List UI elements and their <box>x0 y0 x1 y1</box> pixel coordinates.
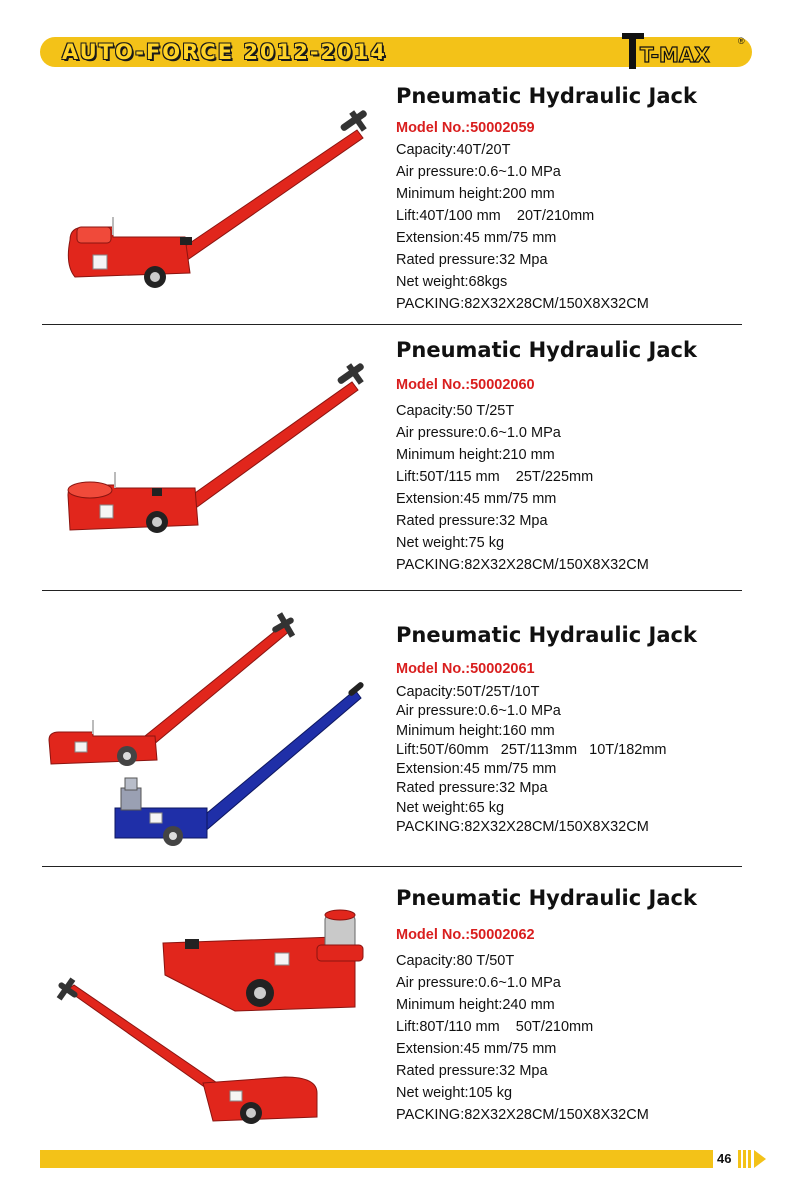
spec-minimum-height: Minimum height:210 mm <box>396 447 555 463</box>
jack-image-50002060 <box>60 360 380 545</box>
section-divider <box>42 324 742 325</box>
product-title: Pneumatic Hydraulic Jack <box>396 623 697 647</box>
section-divider <box>42 590 742 591</box>
spec-net-weight: Net weight:75 kg <box>396 535 505 551</box>
jack-image-50002062 <box>55 895 375 1135</box>
spec-minimum-height: Minimum height:200 mm <box>396 186 555 202</box>
spec-packing: PACKING:82X32X28CM/150X8X32CM <box>396 557 649 573</box>
spec-lift: Lift:80T/110 mm 50T/210mm <box>396 1019 594 1035</box>
spec-lift: Lift:50T/60mm 25T/113mm 10T/182mm <box>396 741 667 758</box>
spec-capacity: Capacity:50 T/25T <box>396 403 515 419</box>
jack-image-50002059 <box>55 105 385 300</box>
spec-extension: Extension:45 mm/75 mm <box>396 491 557 507</box>
spec-net-weight: Net weight:68kgs <box>396 274 508 290</box>
spec-lift: Lift:40T/100 mm 20T/210mm <box>396 208 595 224</box>
spec-net-weight: Net weight:65 kg <box>396 799 505 816</box>
spec-packing: PACKING:82X32X28CM/150X8X32CM <box>396 1107 649 1123</box>
model-number: Model No.:50002059 <box>396 120 535 136</box>
spec-net-weight: Net weight:105 kg <box>396 1085 513 1101</box>
spec-list <box>396 950 649 1126</box>
spec-packing: PACKING:82X32X28CM/150X8X32CM <box>396 296 649 312</box>
spec-rated-pressure: Rated pressure:32 Mpa <box>396 252 548 268</box>
product-title: Pneumatic Hydraulic Jack <box>396 338 697 362</box>
spec-air-pressure: Air pressure:0.6~1.0 MPa <box>396 703 561 720</box>
spec-capacity: Capacity:40T/20T <box>396 142 511 158</box>
spec-lift: Lift:50T/115 mm 25T/225mm <box>396 469 594 485</box>
spec-air-pressure: Air pressure:0.6~1.0 MPa <box>396 164 561 180</box>
product-title: Pneumatic Hydraulic Jack <box>396 886 697 910</box>
spec-air-pressure: Air pressure:0.6~1.0 MPa <box>396 975 561 991</box>
model-number: Model No.:50002062 <box>396 927 535 943</box>
registered-mark: ® <box>738 36 745 46</box>
spec-list <box>396 400 649 576</box>
spec-list <box>396 139 649 315</box>
model-number: Model No.:50002061 <box>396 661 535 677</box>
section-divider <box>42 866 742 867</box>
spec-capacity: Capacity:50T/25T/10T <box>396 684 540 700</box>
product-title: Pneumatic Hydraulic Jack <box>396 84 697 108</box>
spec-list <box>396 683 667 837</box>
spec-extension: Extension:45 mm/75 mm <box>396 1041 557 1057</box>
spec-packing: PACKING:82X32X28CM/150X8X32CM <box>396 819 649 836</box>
page-number: 46 <box>717 1151 732 1166</box>
spec-rated-pressure: Rated pressure:32 Mpa <box>396 780 548 797</box>
spec-minimum-height: Minimum height:240 mm <box>396 997 555 1013</box>
spec-extension: Extension:45 mm/75 mm <box>396 230 557 246</box>
spec-extension: Extension:45 mm/75 mm <box>396 761 557 778</box>
jack-image-50002061 <box>45 608 375 853</box>
spec-air-pressure: Air pressure:0.6~1.0 MPa <box>396 425 561 441</box>
spec-rated-pressure: Rated pressure:32 Mpa <box>396 1063 548 1079</box>
model-number: Model No.:50002060 <box>396 377 535 393</box>
logo-wordmark: T-MAX <box>640 43 710 67</box>
catalog-title: AUTO-FORCE 2012-2014 <box>62 40 387 64</box>
t-max-logo <box>610 30 750 74</box>
spec-rated-pressure: Rated pressure:32 Mpa <box>396 513 548 529</box>
page-arrow-icon <box>738 1150 768 1168</box>
spec-capacity: Capacity:80 T/50T <box>396 953 515 969</box>
spec-minimum-height: Minimum height:160 mm <box>396 722 555 739</box>
footer-bar <box>40 1150 713 1168</box>
